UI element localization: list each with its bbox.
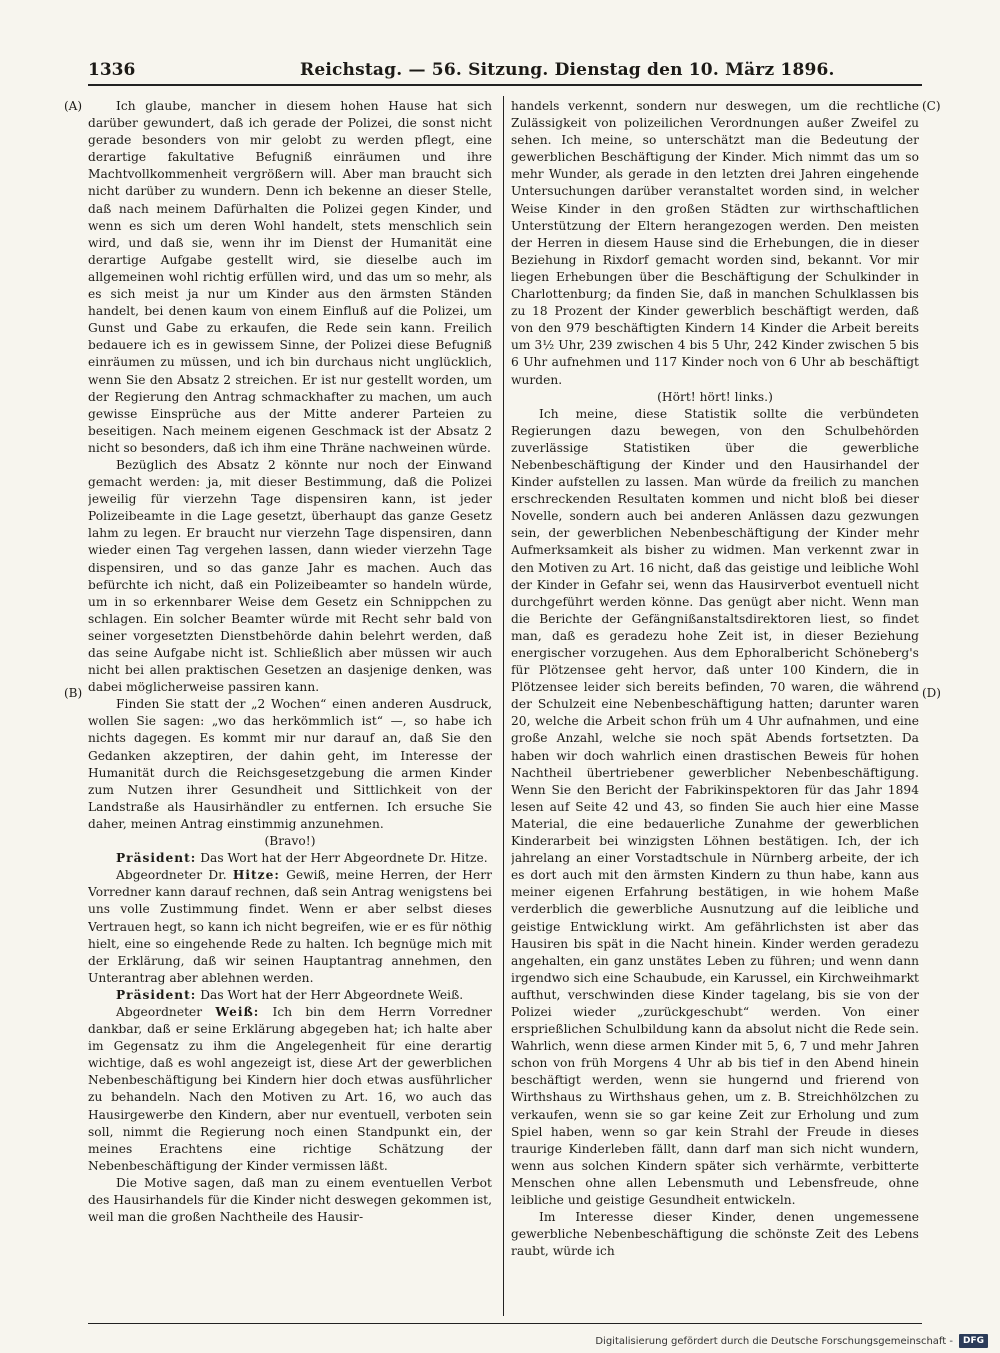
page-header bbox=[88, 60, 922, 86]
speech-text: Das Wort hat der Herr Abgeordnete Weiß. bbox=[200, 987, 464, 1002]
page-number: 1336 bbox=[88, 60, 136, 80]
speech-text: Ich bin dem Herrn Vorredner dankbar, daß er seine Erklärung abgegeben hat; ich halte aber im Gegensatz zu ihm die Angelegenheit für eine derartig wichtige, daß es wohl angezeigt ist, diese Art der gewerblichen Nebenbeschäftigung bei Kindern hier doch etwas ausführlicher zu behandeln. Nach den Motiven zu Art. 16, wo auch das Hausirgewerbe den Kindern, aber nur eventuell, verboten sein soll, nimmt die Regierung noch einen Standpunkt ein, der meines Erachtens eine richtige Schätzung der Nebenbeschäftigung der Kinder vermissen läßt. bbox=[88, 1004, 492, 1173]
margin-marker-d: (D) bbox=[922, 686, 941, 700]
column-divider bbox=[503, 96, 504, 1316]
speaker-label: Präsident: bbox=[116, 987, 197, 1002]
paragraph: Ich glaube, mancher in diesem hohen Hause hat sich darüber gewundert, daß ich gerade der Polizei, die sonst nicht gerade besonders von mir gelobt zu werden pflegt, eine derartige fakultative Befugniß einräumen und ihre Machtvollkommenheit vergrößern will. Aber man braucht sich nicht darüber zu wundern. Denn ich bekenne an dieser Stelle, daß nach meinem Dafürhalten die Polizei gegen Kinder, und wenn es sich um deren Wohl handelt, stets menschlich sein wird, und daß sie, wenn ihr im Dienst der Humanität eine derartige Aufgabe gestellt wird, sie dieselbe auch im allgemeinen wohl richtig erfüllen wird, und das um so mehr, als es sich meist ja nur um Kinder aus den ärmsten Ständen handelt, bei denen kaum von einem Einfluß auf die Polizei, um Gunst und Gabe zu erkaufen, die Rede sein kann. Freilich bedauere ich es in gewissem Sinne, der Polizei diese Befugniß einräumen zu müssen, und ich bin durchaus nicht unglücklich, wenn Sie den Absatz 2 streichen. Er ist nur gestellt worden, um der Regierung den Antrag schmackhafter zu machen, um auch gewisse Einsprüche aus der Mitte anderer Parteien zu beseitigen. Nach meinem eigenen Geschmack ist der Absatz 2 nicht so besonders, daß ich ihm eine Thräne nachweinen würde. bbox=[88, 99, 492, 455]
paragraph: handels verkennt, sondern nur deswegen, um die rechtliche Zulässigkeit von polizeilichen Verordnungen außer Zweifel zu sehen. Ich meine, so unterschätzt man die Bedeutung der gewerblichen Beschäftigung der Kinder. Mich nimmt das um so mehr Wunder, als gerade in den letzten drei Jahren eingehende Untersuchungen darüber veranstaltet worden sind, in welcher Weise Kinder in den großen Städten zur wirthschaftlichen Unterstützung der Eltern herangezogen werden. Den meisten der Herren in diesem Hause sind die Erhebungen, die in dieser Beziehung in Rixdorf gemacht worden sind, bekannt. Vor mir liegen Erhebungen über die Beschäftigung der Schulkinder in Charlottenburg; da finden Sie, daß in manchen Schulklassen bis zu 18 Prozent der Kinder gewerblich beschäftigt werden, daß von den 979 beschäftigten Kindern 14 Kinder die Arbeit bereits um 3½ Uhr, 239 zwischen 4 bis 5 Uhr, 242 Kinder zwischen 5 bis 6 Uhr aufnehmen und 117 Kinder noch von 6 Uhr ab beschäftigt wurden. bbox=[511, 99, 919, 387]
header-rule bbox=[88, 84, 922, 86]
margin-marker-b: (B) bbox=[64, 686, 83, 700]
footer-text: Digitalisierung gefördert durch die Deutsche Forschungsgemeinschaft - bbox=[595, 1335, 953, 1347]
left-column bbox=[88, 98, 492, 1318]
speaker-prefix: Abgeordneter bbox=[116, 1004, 203, 1019]
right-column bbox=[511, 98, 919, 1318]
speech-text: Gewiß, meine Herren, der Herr Vorredner kann darauf rechnen, daß sein Antrag wenigstens bei uns volle Zustimmung findet. Wenn er aber selbst dieses Vertrauen hegt, so kann ich nicht begreifen, wie er es für nöthig hielt, eine so eingehende Rede zu halten. Ich begnüge mich mit der Erklärung, daß wir seinen Hauptantrag annehmen, den Unterantrag aber ablehnen werden. bbox=[88, 868, 492, 985]
speaker-paragraph bbox=[88, 1004, 492, 1175]
interjection: (Hört! hört! links.) bbox=[657, 389, 773, 404]
margin-marker-a: (A) bbox=[64, 99, 83, 113]
dfg-logo: DFG bbox=[959, 1334, 988, 1348]
paragraph: Finden Sie statt der „2 Wochen“ einen anderen Ausdruck, wollen Sie sagen: „wo das herkömmlich ist“ —, so habe ich nichts dagegen. Es kommt mir nur darauf an, daß Sie den Gedanken akzeptiren, der dahin geht, im Interesse der Humanität durch die Reichsgesetzgebung die armen Kinder zum Nutzen ihrer Gesundheit und Sittlichkeit von der Landstraße als Hausirhändler zu entfernen. Ich ersuche Sie daher, meinen Antrag einstimmig anzunehmen. bbox=[88, 697, 492, 831]
speaker-label: Präsident: bbox=[116, 851, 197, 866]
speaker-paragraph bbox=[88, 850, 492, 867]
footer-rule bbox=[88, 1323, 922, 1324]
interjection: (Bravo!) bbox=[264, 834, 316, 849]
speaker-prefix: Abgeordneter Dr. bbox=[116, 868, 227, 883]
speaker-name: Hitze: bbox=[232, 868, 280, 883]
speaker-name: Weiß: bbox=[215, 1004, 260, 1019]
speech-text: Das Wort hat der Herr Abgeordnete Dr. Hitze. bbox=[200, 851, 488, 866]
paragraph: Bezüglich des Absatz 2 könnte nur noch der Einwand gemacht werden: ja, mit dieser Bestimmung, daß die Polizei jeweilig für vierzehn Tage dispensiren kann, ist jeder Polizeibeamte in die Lage gesetzt, überhaupt das ganze Gesetz lahm zu legen. Er braucht nur vierzehn Tage dispensiren, dann wieder einen Tag vergehen lassen, dann wieder vierzehn Tage dispensiren, und so das ganze Jahr es machen. Auch das befürchte ich nicht, daß ein Polizeibeamter so handeln würde, um in so erkennbarer Weise dem Gesetz ein Schnippchen zu schlagen. Ein solcher Beamter würde mit Recht sehr bald von seiner vorgesetzten Dienstbehörde dahin belehrt werden, daß das seine Aufgabe nicht ist. Schließlich aber müssen wir auch nicht bei allen praktischen Gesetzen an dasjenige denken, was dabei möglicherweise passiren kann. bbox=[88, 457, 492, 695]
paragraph: Im Interesse dieser Kinder, denen ungemessene gewerbliche Nebenbeschäftigung die schönste Zeit des Lebens raubt, würde ich bbox=[511, 1210, 919, 1259]
speaker-paragraph bbox=[88, 987, 492, 1004]
page-title: Reichstag. — 56. Sitzung. Dienstag den 10. März 1896. bbox=[300, 60, 835, 80]
paragraph: Ich meine, diese Statistik sollte die verbündeten Regierungen dazu bewegen, von den Schulbehörden zuverlässige Statistiken über die gewerbliche Nebenbeschäftigung der Kinder und den Hausirhandel der Kinder aufstellen zu lassen. Man würde da freilich zu manchen erschreckenden Resultaten kommen und nicht bloß bei dieser Novelle, sondern auch bei anderen Anlässen dazu gezwungen sein, der gewerblichen Nebenbeschäftigung der Kinder mehr Aufmerksamkeit als bisher zu widmen. Man verkennt zwar in den Motiven zu Art. 16 nicht, daß das geistige und leibliche Wohl der Kinder in Gefahr sei, wenn das Hausirverbot eventuell nicht durchgeführt werden könne. Das genügt aber nicht. Wenn man die Berichte der Gefängnißanstaltsdirektoren liest, so findet man, daß es geradezu hohe Zeit ist, in dieser Beziehung energischer vorzugehen. Aus dem Ephoralbericht Schöneberg's für Plötzensee geht hervor, daß unter 100 Kindern, die in Plötzensee leider sich bereits befinden, 70 waren, die während der Schulzeit eine Nebenbeschäftigung hatten; darunter waren 20, welche die Arbeit schon früh um 4 Uhr aufnahmen, und eine große Anzahl, welche sie noch spät Abends fortsetzten. Da haben wir doch wahrlich einen drastischen Beweis für hohen Nachtheil übertriebener gewerblicher Nebenbeschäftigung. Wenn Sie den Bericht der Fabrikinspektoren für das Jahr 1894 lesen auf Seite 42 und 43, so finden Sie auch hier eine Masse Material, die eine bedauerliche Zunahme der gewerblichen Kinderarbeit bei winzigsten Löhnen bestätigen. Ich, der ich jahrelang an einer Vorstadtschule in Nürnberg arbeite, der ich es dort auch mit den ärmsten Kindern zu thun habe, kann aus meiner eigenen Erfahrung bestätigen, in wie hohem Maße verderblich die gewerbliche Ausnutzung auf die leibliche und geistige Entwicklung wirkt. Am gefährlichsten ist aber das Hausiren bis spät in die Nacht hinein. Kinder werden geradezu angehalten, ein ganz unstätes Leben zu führen; und wenn dann irgendwo sich eine Schaubude, ein Karussel, ein Kirchweihmarkt aufthut, verschwinden diese Kinder tagelang, bis sie von der Polizei wieder „zurückgeschubt“ werden. Von einer ersprießlichen Schulbildung kann da absolut nicht die Rede sein. Wahrlich, wenn diese armen Kinder mit 5, 6, 7 und mehr Jahren schon von früh Morgens 4 Uhr ab bis tief in den Abend hinein beschäftigt werden, wenn sie hungernd und frierend von Wirthshaus zu Wirthshaus gehen, um z. B. Streichhölzchen zu verkaufen, wenn sie so gar keine Zeit zur Erholung und zum Spiel haben, wenn so gar kein Strahl der Freude in dieses traurige Kinderleben fällt, dann darf man sich nicht wundern, wenn aus solchen Kindern später sich verhärmte, verbitterte Menschen ohne allen Lebensmuth und Lebensfreude, ohne leibliche und geistige Gesundheit entwickeln. bbox=[511, 406, 919, 1207]
footer bbox=[595, 1333, 988, 1349]
margin-marker-c: (C) bbox=[922, 99, 941, 113]
paragraph: Die Motive sagen, daß man zu einem eventuellen Verbot des Hausirhandels für die Kinder nicht deswegen gekommen ist, weil man die großen Nachtheile des Hausir- bbox=[88, 1175, 492, 1225]
speaker-paragraph bbox=[88, 867, 492, 987]
